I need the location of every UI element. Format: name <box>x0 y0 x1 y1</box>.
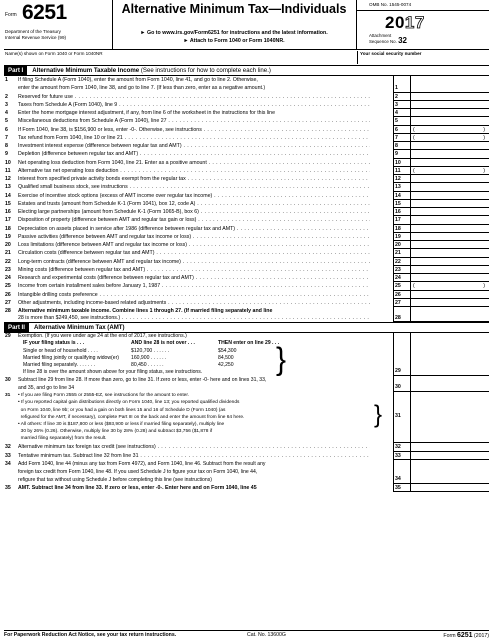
paperwork-notice: For Paperwork Reduction Act Notice, see your tax return instructions. <box>4 632 177 638</box>
name-field-label[interactable]: Name(s) shown on Form 1040 or Form 1040NR <box>5 51 103 56</box>
line-30-amount-row <box>4 376 489 392</box>
lines-32-33 <box>4 443 489 460</box>
line-box: 20 <box>393 241 410 249</box>
line-35-row <box>4 484 489 492</box>
line-31-text-line: 30 by 26% (0.26). Otherwise, multiply line 30 by 28% (0.28) and subtract $3,756 ($1,878 if <box>18 429 213 435</box>
part-1-line-row <box>4 167 489 175</box>
line-box <box>393 76 410 84</box>
part-1-lines <box>4 76 489 322</box>
line-box: 15 <box>393 200 410 208</box>
line-31-text-line: • If you are filing Form 2555 or 2555-EZ, see instructions for the amount to enter. <box>18 393 189 399</box>
line-box: 28 <box>393 314 410 322</box>
line-amount-field[interactable] <box>410 241 489 249</box>
line-number: 4 <box>5 110 8 116</box>
line-number: 11 <box>5 167 11 174</box>
part-1-line-row <box>4 307 489 314</box>
line-number: 20 <box>5 242 11 248</box>
line-box: 16 <box>393 208 410 216</box>
exemption-amount: 42,250 <box>218 362 234 369</box>
line-box: 8 <box>393 142 410 150</box>
line-number: 2 <box>5 93 8 100</box>
line28-limit: 80,450 . . . . . . <box>131 362 164 369</box>
line-34-text-line: foreign tax credit from Form 1040, line 48. If you used Schedule J to figure your tax on Form 1040, line 44, <box>18 468 258 475</box>
part-1-line-row <box>4 266 489 274</box>
line-box: 23 <box>393 266 410 274</box>
line-30-text-1: Subtract line 29 from line 28. If more than zero, go to line 31. If zero or less, enter -0- here and on lines 31, 33, <box>18 377 267 384</box>
line-number: 34 <box>5 460 11 467</box>
line-amount-field[interactable] <box>410 367 489 375</box>
line-amount-field[interactable] <box>410 93 489 101</box>
tail-line-row <box>4 443 489 451</box>
line-amount-field[interactable] <box>410 84 489 92</box>
line-description: enter the amount from Form 1040, line 38, and go to line 7. (If less than zero, enter as a negative amount.) <box>18 85 266 92</box>
line-number: 9 <box>5 151 8 158</box>
line-amount-field[interactable] <box>410 216 489 224</box>
line-description: Electing large partnerships (amount from Schedule K-1 (Form 1065-B), box 6) . . . <box>18 208 370 216</box>
line-box: 13 <box>393 183 410 191</box>
line-description: Tentative minimum tax. Subtract line 32 from line 31 . . . <box>18 452 370 460</box>
footer-form-number: 6251 <box>456 632 473 639</box>
brace-icon: } <box>374 400 383 429</box>
part-1-line-row <box>4 150 489 158</box>
line-31-block <box>4 392 489 443</box>
irs-name: Internal Revenue Service (99) <box>5 35 67 40</box>
line-box: 30 <box>393 376 410 392</box>
line-amount-field[interactable] <box>410 314 489 322</box>
line-29-amount-row <box>4 367 489 375</box>
line-description: Exercise of incentive stock options (excess of AMT income over regular tax income) . . . <box>18 192 370 200</box>
line-amount-field[interactable] <box>410 291 489 299</box>
line-description: Other adjustments, including income-based related adjustments . . . <box>18 299 370 307</box>
part-1-line-row <box>4 109 489 117</box>
exemption-row <box>4 348 384 355</box>
line-amount-field[interactable] <box>410 282 489 290</box>
line-box: 10 <box>393 159 410 167</box>
line-31-text-line: married filing separately) from the result. <box>18 436 107 442</box>
filing-status: Single or head of household . . . . <box>23 347 98 354</box>
line-29-block <box>4 333 489 376</box>
form-title: Alternative Minimum Tax—Individuals <box>121 2 347 16</box>
part-2-label: Part II <box>4 323 29 332</box>
line28-limit: $120,700 . . . . . . <box>131 347 170 354</box>
line-31-amount-row <box>4 392 489 443</box>
line-box: 26 <box>393 291 410 299</box>
line-description: Mining costs (difference between regular tax and AMT) . . . <box>18 266 370 274</box>
line-31-text-line: • If you reported capital gain distributions directly on Form 1040, line 13; you reported qualified dividends <box>18 400 240 406</box>
line-34-text-line: Add Form 1040, line 44 (minus any tax from Form 4972), and Form 1040, line 46. Subtract from the result any <box>18 460 266 467</box>
part-1-line-row <box>4 126 489 134</box>
part-1-line-row <box>4 200 489 208</box>
line-description: If filing Schedule A (Form 1040), enter the amount from Form 1040, line 41, and go to line 2. Otherwise, <box>18 77 258 83</box>
part-1-line-row <box>4 117 489 125</box>
line-number: 35 <box>5 484 11 491</box>
part-1-line-row <box>4 84 489 92</box>
line-description: Depreciation on assets placed in service after 1986 (difference between regular tax and AMT) . . . <box>18 225 370 233</box>
part-1-line-row <box>4 282 489 290</box>
line-amount-field[interactable] <box>410 392 489 443</box>
line-amount-field[interactable] <box>410 183 489 191</box>
line-description: If Form 1040, line 38, is $156,900 or less, enter -0-. Otherwise, see instructions . . . <box>18 126 370 134</box>
part-1-line-row <box>4 93 489 101</box>
line-amount-field[interactable] <box>410 117 489 125</box>
line-number: 8 <box>5 143 8 149</box>
line-number: 5 <box>5 118 8 125</box>
line-number: 32 <box>5 444 11 451</box>
line-number: 23 <box>5 266 11 273</box>
line-description: Loss limitations (difference between AMT and regular tax income or loss) . . . <box>18 241 370 249</box>
instructions-link-text: ► Go to www.irs.gov/Form6251 for instructions and the latest information. <box>140 30 328 36</box>
part-1-line-row <box>4 142 489 150</box>
part-1-line-row <box>4 233 489 241</box>
department-block <box>5 29 66 41</box>
line-box: 7 <box>393 134 410 142</box>
line-number: 6 <box>5 126 8 133</box>
line-box: 22 <box>393 258 410 266</box>
line-description: Research and experimental costs (difference between regular tax and AMT) . . . <box>18 274 370 282</box>
line28-limit: 160,900 . . . . . . <box>131 354 167 361</box>
line-number: 22 <box>5 258 11 265</box>
line-number: 1 <box>5 77 8 83</box>
line-amount-field[interactable] <box>410 142 489 150</box>
part-1-line-row <box>4 291 489 299</box>
part-1-line-row <box>4 183 489 191</box>
sequence-number: 32 <box>398 36 407 45</box>
line-box: 19 <box>393 233 410 241</box>
line-box: 3 <box>393 101 410 109</box>
omb-block <box>356 0 489 49</box>
tail-line-row <box>4 452 489 460</box>
line-number: 18 <box>5 225 11 232</box>
line-amount-field[interactable] <box>410 266 489 274</box>
line-amount-field[interactable] <box>410 484 489 492</box>
line-description: Disposition of property (difference between AMT and regular tax gain or loss) . . . <box>18 216 370 224</box>
line-number: 17 <box>5 217 11 224</box>
line-description: Miscellaneous deductions from Schedule A (Form 1040), line 27 . . . <box>18 117 370 125</box>
tax-year-suffix: 17 <box>404 13 425 32</box>
line-description: Net operating loss deduction from Form 1040, line 21. Enter as a positive amount . . . <box>18 159 370 167</box>
line-box: 4 <box>393 109 410 117</box>
line-number: 14 <box>5 192 11 199</box>
line-amount-field[interactable] <box>410 233 489 241</box>
line-number: 12 <box>5 176 11 182</box>
line-amount-field[interactable] <box>410 225 489 233</box>
line-amount-field[interactable] <box>410 175 489 183</box>
exemption-amount: 84,500 <box>218 354 234 361</box>
line-amount-field[interactable] <box>410 126 489 134</box>
line-amount-field[interactable] <box>410 249 489 257</box>
line-number: 27 <box>5 299 11 306</box>
line-description: Circulation costs (difference between regular tax and AMT) . . . <box>18 249 370 257</box>
line-amount-field[interactable] <box>410 443 489 451</box>
line-number: 25 <box>5 283 11 290</box>
part-2-header <box>4 322 489 333</box>
line-number: 3 <box>5 101 8 108</box>
line-30-text-2: and 35, and go to line 34 <box>18 385 75 392</box>
line-box: 24 <box>393 274 410 282</box>
line-31-text-line: • All others: If line 30 is $187,800 or less ($93,900 or less if married filing separately), multiply line <box>18 422 225 428</box>
line-number: 31 <box>5 393 11 399</box>
line-box: 9 <box>393 150 410 158</box>
line-amount-field[interactable] <box>410 134 489 142</box>
line-number: 30 <box>5 377 11 384</box>
exemption-amount-header: THEN enter on line 29 . . . <box>218 340 280 347</box>
part-1-line-row <box>4 299 489 307</box>
line-box: 2 <box>393 93 410 101</box>
filing-status: Married filing separately. . . . . . . <box>23 362 96 369</box>
line-description: Reserved for future use . . . <box>18 93 370 101</box>
line-box: 5 <box>393 117 410 125</box>
line-box: 1 <box>393 84 410 92</box>
line-number: 7 <box>5 134 8 141</box>
line-number: 28 <box>5 308 11 314</box>
line-amount-field[interactable] <box>410 192 489 200</box>
line-amount-field[interactable] <box>410 167 489 175</box>
line-description: Depletion (difference between regular tax and AMT) . . . <box>18 150 370 158</box>
line-box: 31 <box>393 392 410 443</box>
attachment-sequence <box>369 33 489 44</box>
form-header <box>4 0 489 50</box>
paren-open: ( <box>413 167 415 174</box>
part-1-line-row <box>4 76 489 84</box>
part-1-line-row <box>4 175 489 183</box>
line-description: Investment interest expense (difference between regular tax and AMT) . . . <box>18 142 370 150</box>
filing-status: Married filing jointly or qualifying widow(er) <box>23 354 119 361</box>
form-id-block <box>4 0 113 49</box>
paren-open: ( <box>413 283 415 290</box>
attach-instruction: ► Attach to Form 1040 or Form 1040NR. <box>183 37 285 44</box>
form-number: 6251 <box>22 1 67 24</box>
paren-open: ( <box>413 134 415 141</box>
line-amount-field[interactable] <box>410 150 489 158</box>
ssn-field-label[interactable]: Your social security number <box>357 51 421 64</box>
part-1-description: (See instructions for how to complete each line.) <box>140 67 271 74</box>
line-amount-field <box>410 307 489 314</box>
part-1-line-row <box>4 225 489 233</box>
part-1-line-row <box>4 134 489 142</box>
line-31-text-line: on Form 1040, line 9b; or you had a gain on both lines 15 and 16 of Schedule D (Form 1040) (as <box>18 407 226 413</box>
part-1-line-row <box>4 216 489 224</box>
line-amount-field[interactable] <box>410 101 489 109</box>
exemption-row <box>4 355 384 362</box>
part-1-line-row <box>4 101 489 109</box>
line-description: Long-term contracts (difference between AMT and regular tax income) . . . <box>18 258 370 266</box>
line-description: Alternative minimum taxable income. Combine lines 1 through 27. (If married filing separately and line <box>18 308 273 314</box>
line-box: 33 <box>393 452 410 460</box>
part-1-line-row <box>4 314 489 322</box>
line-description: Interest from specified private activity bonds exempt from the regular tax . . . <box>18 175 370 183</box>
line-box: 6 <box>393 126 410 134</box>
attachment-label: Attachment <box>369 33 392 38</box>
part-1-line-row <box>4 249 489 257</box>
line-number: 13 <box>5 184 11 191</box>
footer-year: (2017) <box>474 633 489 639</box>
line-box: 29 <box>393 367 410 375</box>
brace-icon: } <box>276 342 287 378</box>
line-amount-field[interactable] <box>410 208 489 216</box>
line-description: Intangible drilling costs preference . . . <box>18 291 370 299</box>
sequence-label: Sequence No. <box>369 39 397 44</box>
line-number: 33 <box>5 452 11 459</box>
form-footer <box>4 630 489 640</box>
paren-close: ) <box>483 167 485 174</box>
line-31-text-line: refigured for the AMT, if necessary), complete Part III on the back and enter the amount from line 64 here. <box>18 414 245 420</box>
exemption-amount: $54,300 <box>218 347 237 354</box>
title-block <box>112 0 356 49</box>
paren-close: ) <box>483 126 485 133</box>
line-description: Income from certain installment sales before January 1, 1987 . . . <box>18 282 370 290</box>
line-number: 24 <box>5 275 11 281</box>
line-34-amount-row <box>4 460 489 484</box>
catalog-number: Cat. No. 13600G <box>247 632 286 638</box>
line-box: 32 <box>393 443 410 451</box>
filing-status-header: IF your filing status is . . . <box>23 340 85 347</box>
line-number: 15 <box>5 200 11 207</box>
part-1-line-row <box>4 159 489 167</box>
line-box: 12 <box>393 175 410 183</box>
part-1-line-row <box>4 258 489 266</box>
name-ssn-row <box>4 50 489 66</box>
line-box: 25 <box>393 282 410 290</box>
omb-number: OMB No. 1545-0074 <box>357 0 489 11</box>
line-34-block <box>4 460 489 484</box>
line-description: Alternative minimum tax foreign tax credit (see instructions) . . . <box>18 443 370 451</box>
line-description: Passive activities (difference between AMT and regular tax income or loss) . . . <box>18 233 370 241</box>
line-number: 16 <box>5 209 11 215</box>
line-amount-field[interactable] <box>410 376 489 392</box>
line-description: Enter the home mortgage interest adjustment, if any, from line 6 of the worksheet in the instructions for this line <box>18 110 275 116</box>
line-box: 34 <box>393 460 410 484</box>
line-number: 26 <box>5 291 11 298</box>
part-2-title: Alternative Minimum Tax (AMT) <box>33 324 125 332</box>
line-description: Alternative tax net operating loss deduction . . . <box>18 167 370 175</box>
part-1-label: Part I <box>4 66 27 75</box>
line-29-intro: Exemption. (If you were under age 24 at the end of 2017, see instructions.) <box>18 333 187 340</box>
tax-year <box>385 13 489 33</box>
line-box: 14 <box>393 192 410 200</box>
line-description: 28 is more than $249,450, see instructions.) . . . <box>18 314 370 322</box>
line-35-text: AMT. Subtract line 34 from line 33. If zero or less, enter -0-. Enter here and on Form 1040, line 45 <box>18 484 257 491</box>
part-1-header <box>4 66 489 76</box>
paren-open: ( <box>413 126 415 133</box>
line-number: 21 <box>5 250 11 257</box>
form-word: Form <box>5 12 17 18</box>
line-amount-field[interactable] <box>410 258 489 266</box>
line-29-note: If line 28 is over the amount shown above for your filing status, see instructions. <box>23 368 203 375</box>
line-number: 10 <box>5 159 11 166</box>
line28-limit-header: AND line 28 is not over . . . <box>131 340 195 347</box>
line-box: 27 <box>393 299 410 307</box>
line-description: Taxes from Schedule A (Form 1040), line 9 . . . <box>18 101 370 109</box>
line-box: 21 <box>393 249 410 257</box>
line-amount-field[interactable] <box>410 299 489 307</box>
line-box <box>393 307 410 314</box>
department-name: Department of the Treasury <box>5 29 61 34</box>
line-description: Qualified small business stock, see instructions . . . <box>18 183 370 191</box>
line-amount-field[interactable] <box>410 109 489 117</box>
part-1-title: Alternative Minimum Taxable Income <box>32 67 140 74</box>
paren-close: ) <box>483 134 485 141</box>
footer-form-word: Form <box>443 633 456 639</box>
line-amount-field[interactable] <box>410 200 489 208</box>
part-1-line-row <box>4 274 489 282</box>
line-amount-field[interactable] <box>410 452 489 460</box>
line-description: Tax refund from Form 1040, line 10 or line 21 . . . <box>18 134 370 142</box>
line-description: Estates and trusts (amount from Schedule K-1 (Form 1041), box 12, code A) . . . <box>18 200 370 208</box>
line-34-text-line: refigure that tax without using Schedule J before completing this line (see instructions) <box>18 476 212 483</box>
line-number: 19 <box>5 233 11 240</box>
line-box: 35 <box>393 484 410 492</box>
line-amount-field[interactable] <box>410 274 489 282</box>
line-box: 17 <box>393 216 410 224</box>
tax-year-prefix: 20 <box>385 13 405 32</box>
line-box: 18 <box>393 225 410 233</box>
line-box: 11 <box>393 167 410 175</box>
part-1-line-row <box>4 208 489 216</box>
line-30-block <box>4 376 489 392</box>
line-amount-field[interactable] <box>410 460 489 484</box>
line-amount-field <box>410 76 489 84</box>
paren-close: ) <box>483 283 485 290</box>
part-1-line-row <box>4 241 489 249</box>
line-number: 29 <box>5 333 11 340</box>
part-1-line-row <box>4 192 489 200</box>
line-amount-field[interactable] <box>410 159 489 167</box>
